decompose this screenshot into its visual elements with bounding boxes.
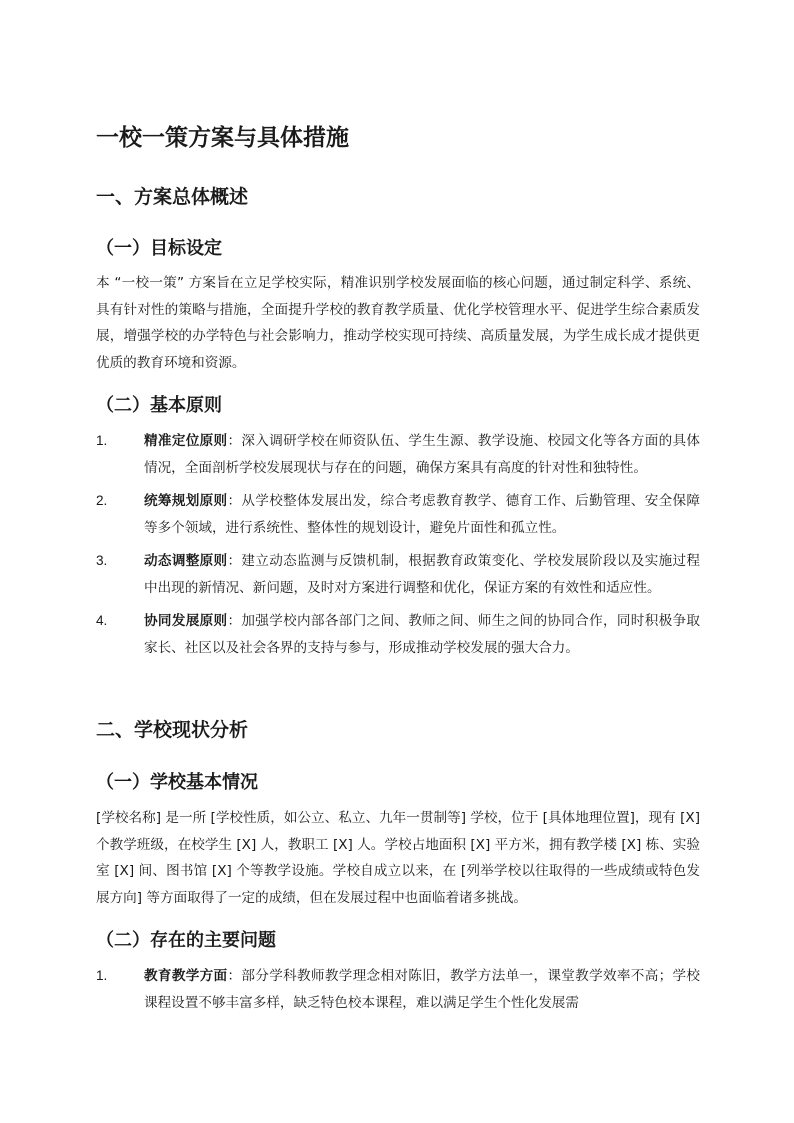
- section-heading-overview: 一、方案总体概述: [96, 186, 249, 208]
- basic-info-paragraph: [学校名称] 是一所 [学校性质，如公立、私立、九年一贯制等] 学校，位于 [具体地理位置]，现有 [X] 个教学班级，在校学生 [X] 人，教职工 [X] 人。学校占地面积 [X] 平方米，拥有教学楼 [X] 栋、实验室 [X] 间、图书馆 [X] 个等教学设施。学校自成立以来，在 [列举学校以往取得的一些成绩或特色发展方向] 等方面取得了一定的成绩，但在发展过程中也面临着诸多挑战。: [96, 810, 700, 906]
- list-text: 深入调研学校在师资队伍、学生生源、教学设施、校园文化等各方面的具体情况，全面剖析学校发展现状与存在的问题，确保方案具有高度的针对性和独特性。: [144, 433, 701, 476]
- list-separator: ：: [227, 613, 242, 629]
- list-term: 动态调整原则: [144, 553, 228, 569]
- section-heading-status: 二、学校现状分析: [96, 719, 249, 741]
- list-separator: ：: [227, 433, 242, 449]
- list-number: 2.: [96, 493, 108, 508]
- goals-paragraph: 本 “一校一策” 方案旨在立足学校实际，精准识别学校发展面临的核心问题，通过制定科学、系统、具有针对性的策略与措施，全面提升学校的教育教学质量、优化学校管理水平、促进学生综合素质发展，增强学校的办学特色与社会影响力，推动学校实现可持续、高质量发展，为学生成长成才提供更优质的教育环境和资源。: [96, 275, 700, 371]
- list-text: 部分学科教师教学理念相对陈旧，教学方法单一，课堂教学效率不高；学校课程设置不够丰富多样，缺乏特色校本课程，难以满足学生个性化发展需: [144, 968, 701, 1011]
- list-text: 从学校整体发展出发，综合考虑教育教学、德育工作、后勤管理、安全保障等多个领域，进行系统性、整体性的规划设计，避免片面性和孤立性。: [144, 493, 701, 536]
- document-title: 一校一策方案与具体措施: [96, 125, 349, 151]
- list-text: 建立动态监测与反馈机制，根据教育政策变化、学校发展阶段以及实施过程中出现的新情况、新问题，及时对方案进行调整和优化，保证方案的有效性和适应性。: [144, 553, 701, 596]
- list-separator: ：: [227, 493, 242, 509]
- list-item: [96, 488, 700, 541]
- list-term: 教育教学方面: [144, 968, 228, 984]
- list-number: 3.: [96, 553, 108, 568]
- list-number: 1.: [96, 968, 108, 983]
- list-term: 协同发展原则: [144, 613, 228, 629]
- subsection-heading-basic-info: （一）学校基本情况: [96, 772, 258, 793]
- list-number: 1.: [96, 433, 108, 448]
- subsection-heading-problems: （二）存在的主要问题: [96, 930, 276, 951]
- problems-list: [96, 963, 700, 1016]
- list-item: [96, 548, 700, 601]
- list-term: 统筹规划原则: [144, 493, 228, 509]
- list-item: [96, 608, 700, 661]
- subsection-heading-goals: （一）目标设定: [96, 238, 222, 259]
- list-item: [96, 428, 700, 481]
- list-item: [96, 963, 700, 1016]
- list-separator: ：: [227, 553, 242, 569]
- subsection-heading-principles: （二）基本原则: [96, 395, 222, 416]
- principles-list: [96, 428, 700, 661]
- list-separator: ：: [227, 968, 242, 984]
- list-number: 4.: [96, 613, 108, 628]
- list-term: 精准定位原则: [144, 433, 228, 449]
- list-text: 加强学校内部各部门之间、教师之间、师生之间的协同合作，同时积极争取家长、社区以及社会各界的支持与参与，形成推动学校发展的强大合力。: [144, 613, 701, 656]
